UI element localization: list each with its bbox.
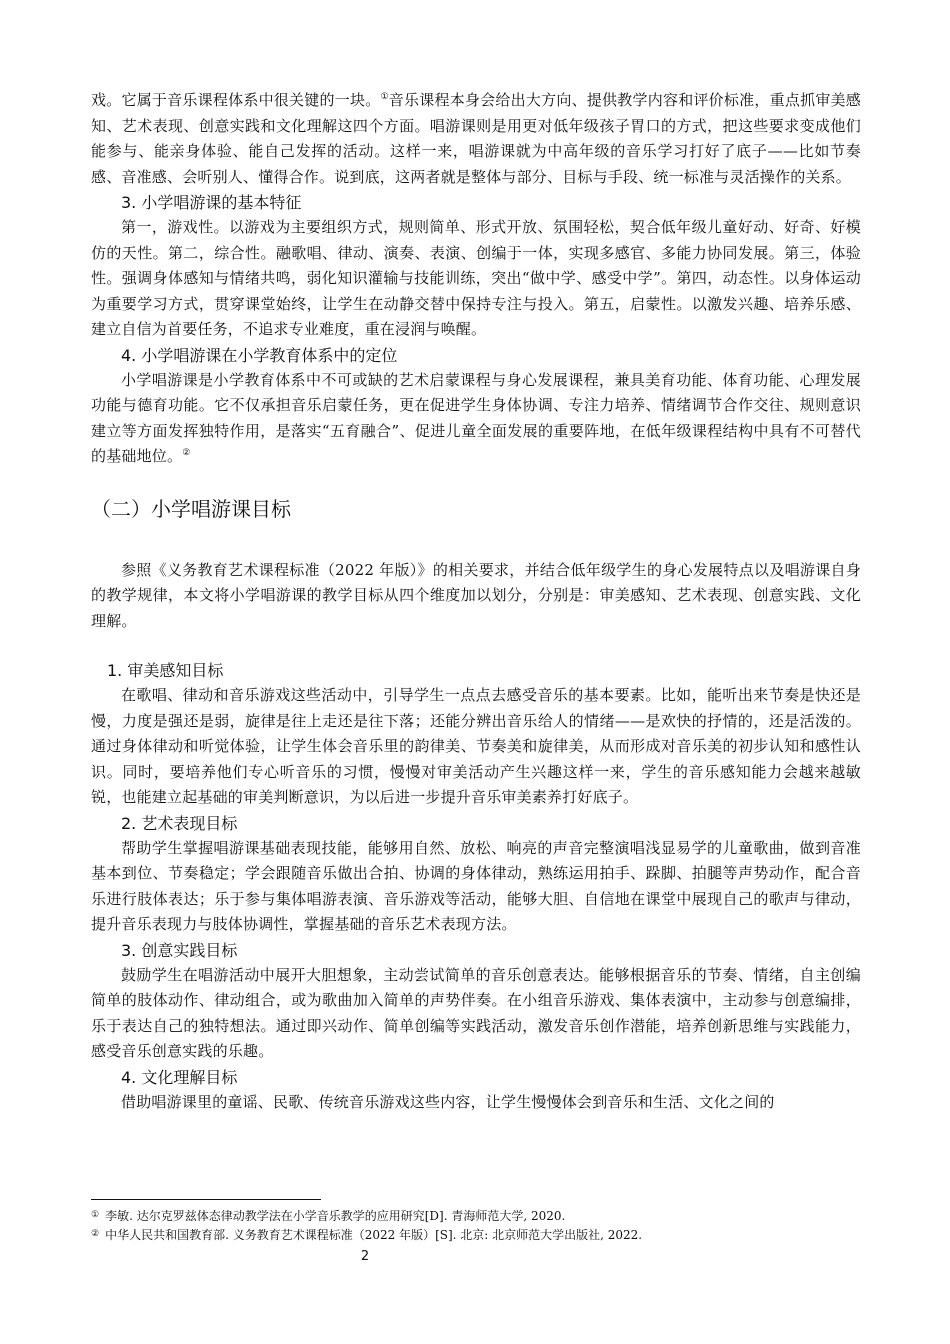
- goal-1-heading: 1. 审美感知目标: [107, 661, 224, 680]
- section-3-paragraph: 第一，游戏性。以游戏为主要组织方式，规则简单、形式开放、氛围轻松，契合低年级儿童好动、好奇、好模仿的天性。第二，综合性。融歌唱、律动、演奏、表演、创编于一体，实现多感官、多能力协同发展。第三，体验性。强调身体感知与情绪共鸣，弱化知识灌输与技能训练，突出“做中学、感受中学”。第四，动态性。以身体运动为重要学习方式，贯穿课堂始终，让学生在动静交替中保持专注与投入。第五，启蒙性。以激发兴趣、培养乐感、建立自信为首要任务，不追求专业难度，重在浸润与唤醒。: [91, 218, 861, 338]
- part-2-heading: （二）小学唱游课目标: [91, 496, 291, 521]
- goal-2-heading: 2. 艺术表现目标: [121, 813, 238, 833]
- section-4-heading: 4. 小学唱游课在小学教育体系中的定位: [121, 345, 398, 365]
- goal-3-paragraph: 鼓励学生在唱游活动中展开大胆想象，主动尝试简单的音乐创意表达。能够根据音乐的节奏、情绪，自主创编简单的肢体动作、律动组合，或为歌曲加入简单的声势伴奏。在小组音乐游戏、集体表演中，主动参与创意编排，乐于表达自己的独特想法。通过即兴动作、简单创编等实践活动，激发音乐创作潜能，培养创新思维与实践能力，感受音乐创意实践的乐趣。: [91, 965, 861, 1060]
- goal-4-heading: 4. 文化理解目标: [121, 1067, 238, 1087]
- intro-text-before-note: 戏。它属于音乐课程体系中很关键的一块。: [91, 91, 381, 109]
- footnotes: [91, 1206, 871, 1244]
- goal-1-paragraph: 在歌唱、律动和音乐游戏这些活动中，引导学生一点点去感受音乐的基本要素。比如，能听出来节奏是快还是慢，力度是强还是弱，旋律是往上走还是往下落；还能分辨出音乐给人的情绪——是欢快的抒情的，还是活泼的。通过身体律动和听觉体验，让学生体会音乐里的韵律美、节奏美和旋律美，从而形成对音乐美的初步认知和感性认识。同时，要培养他们专心听音乐的习惯，慢慢对审美活动产生兴趣这样一来，学生的音乐感知能力会越来越敏锐，也能建立起基础的审美判断意识，为以后进一步提升音乐审美素养打好底子。: [91, 686, 861, 806]
- section-3-heading: 3. 小学唱游课的基本特征: [121, 193, 302, 212]
- page-number: 2: [360, 1249, 370, 1264]
- footnote-2: [91, 1225, 871, 1244]
- footnote-1: [91, 1206, 871, 1225]
- footnote-divider: [91, 1199, 321, 1200]
- goal-2-paragraph: 帮助学生掌握唱游课基础表现技能，能够用自然、放松、响亮的声音完整演唱浅显易学的儿童歌曲，做到音准基本到位、节奏稳定；学会跟随音乐做出合拍、协调的身体律动，熟练运用拍手、跺脚、拍腿等声势动作，配合音乐进行肢体表达；乐于参与集体唱游表演、音乐游戏等活动，能够大胆、自信地在课堂中展现自己的歌声与律动，提升音乐表现力与肢体协调性，掌握基础的音乐艺术表现方法。: [91, 838, 861, 933]
- section-4-text: 小学唱游课是小学教育体系中不可或缺的艺术启蒙课程与身心发展课程，兼具美育功能、体育功能、心理发展功能与德育功能。它不仅承担音乐启蒙任务，更在促进学生身体协调、专注力培养、情绪调节合作交往、规则意识建立等方面发挥独特作用，是落实“五育融合”、促进儿童全面发展的重要阵地，在低年级课程结构中具有不可替代的基础地位。: [91, 370, 861, 465]
- footnote-2-text: 中华人民共和国教育部. 义务教育艺术课程标准（2022 年版）[S]. 北京: 北京师范大学出版社, 2022.: [105, 1228, 643, 1242]
- goal-3-heading: 3. 创意实践目标: [121, 940, 238, 960]
- section-4-paragraph: [91, 368, 861, 470]
- intro-paragraph: [91, 88, 861, 190]
- footnote-1-mark: ①: [91, 1210, 100, 1220]
- footnote-1-text: 李敏. 达尔克罗兹体态律动教学法在小学音乐教学的应用研究[D]. 青海师范大学, 2020.: [105, 1209, 566, 1223]
- intro-text-after-note: 音乐课程本身会给出大方向、提供教学内容和评价标准，重点抓审美感知、艺术表现、创意实践和文化理解这四个方面。唱游课则是用更对低年级孩子胃口的方式，把这些要求变成他们能参与、能亲身体验、能自己发挥的活动。这样一来，唱游课就为中高年级的音乐学习打好了底子——比如节奏感、音准感、会听别人、懂得合作。说到底，这两者就是整体与部分、目标与手段、统一标准与灵活操作的关系。: [91, 91, 861, 186]
- footnote-ref-1[interactable]: ①: [380, 92, 389, 102]
- document-page: [91, 88, 861, 1115]
- footnote-ref-2[interactable]: ②: [182, 448, 191, 458]
- footnote-2-mark: ②: [91, 1229, 100, 1239]
- goal-4-paragraph: 借助唱游课里的童谣、民歌、传统音乐游戏这些内容，让学生慢慢体会到音乐和生活、文化之间的: [121, 1092, 775, 1111]
- part-2-intro-paragraph: 参照《义务教育艺术课程标准（2022 年版）》的相关要求，并结合低年级学生的身心发展特点以及唱游课自身的教学规律，本文将小学唱游课的教学目标从四个维度加以划分，分别是：审美感知、艺术表现、创意实践、文化理解。: [91, 560, 861, 630]
